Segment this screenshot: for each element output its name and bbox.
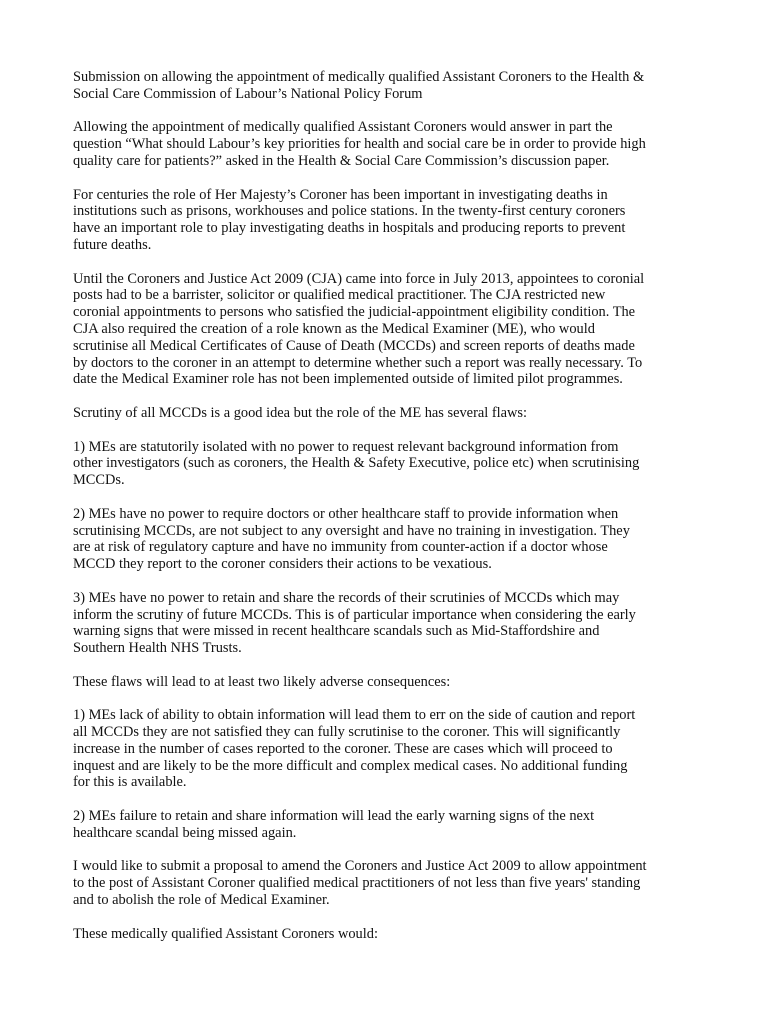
history-paragraph: For centuries the role of Her Majesty’s Coroner has been important in investigating deaths in institutions such as prisons, workhouses and police stations. In the twenty-first century coroners have an important role to play investigating deaths in hospitals and producing reports to prevent future deaths.: [73, 186, 626, 253]
proposal-paragraph: I would like to submit a proposal to amend the Coroners and Justice Act 2009 to allow appointment to the post of Assistant Coroner qualified medical practitioners of not less than five years' standing and to abolish the role of Medical Examiner.: [73, 858, 647, 909]
consequence-item-2: 2) MEs failure to retain and share information will lead the early warning signs of the next healthcare scandal being missed again.: [73, 808, 595, 841]
flaw-item-1: 1) MEs are statutorily isolated with no power to request relevant background information from other investigators (such as coroners, the Health & Safety Executive, police etc) when scrutinising MCCDs.: [73, 438, 640, 489]
closing-paragraph: These medically qualified Assistant Coroners would:: [73, 925, 378, 942]
flaw-item-3: 3) MEs have no power to retain and share the records of their scrutinies of MCCDs which may inform the scrutiny of future MCCDs. This is of particular importance when considering the early warning signs that were missed in recent healthcare scandals such as Mid-Staffordshire and Southern Health NHS Trusts.: [73, 589, 636, 657]
document-page: [73, 69, 713, 959]
cja-paragraph: Until the Coroners and Justice Act 2009 (CJA) came into force in July 2013, appointees to coronial posts had to be a barrister, solicitor or qualified medical practitioner. The CJA restricted new coronial appointments to persons who satisfied the judicial-appointment eligibility condition. The CJA also required the creation of a role known as the Medical Examiner (ME), who would scrutinise all Medical Certificates of Cause of Death (MCCDs) and screen reports of deaths made by doctors to the coroner in an attempt to determine whether such a report was really necessary. To date the Medical Examiner role has not been implemented outside of limited pilot programmes.: [73, 270, 645, 388]
flaws-intro-paragraph: Scrutiny of all MCCDs is a good idea but the role of the ME has several flaws:: [73, 404, 528, 421]
consequences-intro-paragraph: These flaws will lead to at least two likely adverse consequences:: [73, 673, 451, 690]
flaw-item-2: 2) MEs have no power to require doctors or other healthcare staff to provide information when scrutinising MCCDs, are not subject to any oversight and have no training in investigation. They are at risk of regulatory capture and have no immunity from counter-action if a doctor whose MCCD they report to the coroner considers their actions to be vexatious.: [73, 505, 630, 573]
consequence-item-1: 1) MEs lack of ability to obtain information will lead them to err on the side of caution and report all MCCDs they are not satisfied they can fully scrutinise to the coroner. This will significantly increase in the number of cases reported to the coroner. These are cases which will proceed to inquest and are likely to be the more difficult and complex medical cases. No additional funding for this is available.: [73, 707, 636, 791]
intro-paragraph: Allowing the appointment of medically qualified Assistant Coroners would answer in part the question “What should Labour’s key priorities for health and social care be in order to provide high quality care for patients?” asked in the Health & Social Care Commission’s discussion paper.: [73, 119, 646, 169]
document-title: Submission on allowing the appointment of medically qualified Assistant Coroners to the Health & Social Care Commission of Labour’s National Policy Forum: [73, 69, 645, 102]
